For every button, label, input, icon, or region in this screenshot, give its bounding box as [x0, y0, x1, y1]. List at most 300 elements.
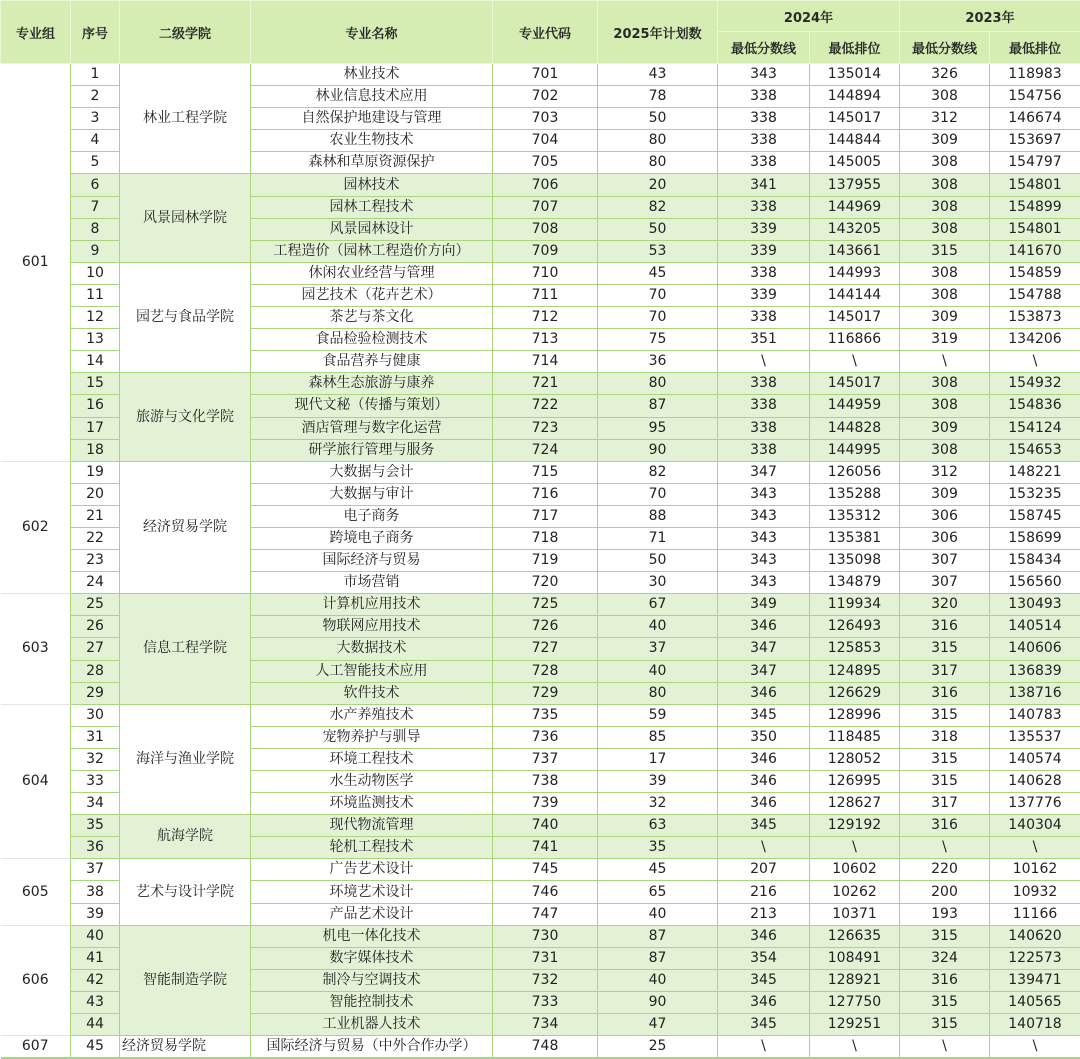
min-rank-2024: 128627 [810, 793, 900, 815]
plan-2025: 40 [598, 969, 718, 991]
major-code: 736 [493, 726, 598, 748]
major-name: 风景园林设计 [251, 218, 493, 240]
min-score-2023: 308 [900, 373, 990, 395]
major-name: 国际经济与贸易（中外合作办学） [251, 1036, 493, 1059]
min-score-2024: 346 [718, 748, 810, 770]
min-score-2023: 312 [900, 461, 990, 483]
min-rank-2023: 122573 [990, 947, 1080, 969]
min-rank-2023: 154932 [990, 373, 1080, 395]
min-score-2024: 349 [718, 594, 810, 616]
plan-2025: 87 [598, 925, 718, 947]
min-rank-2024: 124895 [810, 660, 900, 682]
min-score-2024: 343 [718, 550, 810, 572]
college-cell: 经济贸易学院 [120, 461, 251, 594]
plan-2025: 50 [598, 108, 718, 130]
min-score-2024: 354 [718, 947, 810, 969]
min-score-2023: 307 [900, 550, 990, 572]
min-rank-2024: 135288 [810, 483, 900, 505]
min-score-2024: 341 [718, 174, 810, 196]
min-score-2024: 343 [718, 572, 810, 594]
major-code: 740 [493, 815, 598, 837]
min-rank-2024: \ [810, 837, 900, 859]
min-rank-2023: 154653 [990, 439, 1080, 461]
plan-2025: 65 [598, 881, 718, 903]
plan-2025: 85 [598, 726, 718, 748]
min-rank-2024: 127750 [810, 991, 900, 1013]
major-name: 电子商务 [251, 505, 493, 527]
min-score-2023: 308 [900, 395, 990, 417]
min-score-2023: 316 [900, 815, 990, 837]
min-rank-2023: 153697 [990, 130, 1080, 152]
min-score-2024: 338 [718, 130, 810, 152]
plan-2025: 70 [598, 483, 718, 505]
row-index: 8 [71, 218, 120, 240]
min-rank-2023: 158745 [990, 505, 1080, 527]
min-rank-2023: 158699 [990, 527, 1080, 549]
min-score-2023: 324 [900, 947, 990, 969]
min-rank-2023: 140514 [990, 616, 1080, 638]
college-cell: 旅游与文化学院 [120, 373, 251, 461]
major-name: 林业信息技术应用 [251, 86, 493, 108]
plan-2025: 82 [598, 196, 718, 218]
plan-2025: 45 [598, 262, 718, 284]
major-name: 软件技术 [251, 682, 493, 704]
major-group-cell: 605 [1, 859, 71, 925]
major-code: 719 [493, 550, 598, 572]
table-row [1, 594, 1080, 616]
plan-2025: 67 [598, 594, 718, 616]
table-row [1, 262, 1080, 284]
major-code: 705 [493, 152, 598, 174]
min-score-2024: 338 [718, 439, 810, 461]
major-code: 717 [493, 505, 598, 527]
header-2023-min-score: 最低分数线 [900, 32, 990, 64]
plan-2025: 80 [598, 130, 718, 152]
min-score-2024: 343 [718, 505, 810, 527]
plan-2025: 63 [598, 815, 718, 837]
min-rank-2024: 108491 [810, 947, 900, 969]
min-rank-2023: 154756 [990, 86, 1080, 108]
min-score-2023: 220 [900, 859, 990, 881]
major-code: 738 [493, 771, 598, 793]
min-rank-2024: 145017 [810, 108, 900, 130]
header-college: 二级学院 [120, 1, 251, 64]
min-rank-2024: 145017 [810, 307, 900, 329]
major-code: 710 [493, 262, 598, 284]
min-rank-2023: 140574 [990, 748, 1080, 770]
min-score-2024: 339 [718, 218, 810, 240]
min-rank-2023: 154797 [990, 152, 1080, 174]
min-score-2024: 346 [718, 991, 810, 1013]
table-row [1, 815, 1080, 837]
row-index: 43 [71, 991, 120, 1013]
row-index: 38 [71, 881, 120, 903]
row-index: 24 [71, 572, 120, 594]
row-index: 28 [71, 660, 120, 682]
min-rank-2024: 10262 [810, 881, 900, 903]
header-major: 专业名称 [251, 1, 493, 64]
min-rank-2024: 144844 [810, 130, 900, 152]
major-group-cell: 604 [1, 704, 71, 859]
major-name: 农业生物技术 [251, 130, 493, 152]
min-score-2023: 316 [900, 682, 990, 704]
major-name: 人工智能技术应用 [251, 660, 493, 682]
major-code: 745 [493, 859, 598, 881]
min-rank-2024: 137955 [810, 174, 900, 196]
min-score-2023: \ [900, 351, 990, 373]
min-score-2023: 306 [900, 505, 990, 527]
min-rank-2023: 140718 [990, 1014, 1080, 1036]
major-name: 园艺技术（花卉艺术） [251, 284, 493, 306]
row-index: 13 [71, 329, 120, 351]
min-score-2024: 346 [718, 793, 810, 815]
major-group-cell: 607 [1, 1036, 71, 1059]
min-rank-2023: 156560 [990, 572, 1080, 594]
min-rank-2024: 126629 [810, 682, 900, 704]
table-row [1, 1036, 1080, 1059]
plan-2025: 75 [598, 329, 718, 351]
min-rank-2024: 129251 [810, 1014, 900, 1036]
min-score-2023: 315 [900, 240, 990, 262]
major-name: 国际经济与贸易 [251, 550, 493, 572]
min-score-2024: 339 [718, 240, 810, 262]
min-score-2024: 339 [718, 284, 810, 306]
college-cell: 信息工程学院 [120, 594, 251, 704]
min-rank-2024: 118485 [810, 726, 900, 748]
header-year-2023: 2023年 [900, 1, 1080, 32]
plan-2025: 50 [598, 218, 718, 240]
row-index: 40 [71, 925, 120, 947]
min-rank-2024: 143205 [810, 218, 900, 240]
plan-2025: 90 [598, 991, 718, 1013]
min-score-2024: 347 [718, 660, 810, 682]
min-rank-2024: 144993 [810, 262, 900, 284]
min-rank-2023: 130493 [990, 594, 1080, 616]
major-code: 729 [493, 682, 598, 704]
min-score-2023: 307 [900, 572, 990, 594]
major-name: 智能控制技术 [251, 991, 493, 1013]
min-rank-2024: 119934 [810, 594, 900, 616]
row-index: 7 [71, 196, 120, 218]
min-score-2024: 343 [718, 483, 810, 505]
min-score-2023: 315 [900, 991, 990, 1013]
min-score-2023: 316 [900, 969, 990, 991]
min-score-2024: 343 [718, 527, 810, 549]
min-rank-2023: 154836 [990, 395, 1080, 417]
major-name: 茶艺与茶文化 [251, 307, 493, 329]
min-score-2023: 318 [900, 726, 990, 748]
min-score-2023: 309 [900, 483, 990, 505]
major-code: 714 [493, 351, 598, 373]
major-name: 研学旅行管理与服务 [251, 439, 493, 461]
row-index: 45 [71, 1036, 120, 1059]
min-score-2023: 315 [900, 638, 990, 660]
major-code: 704 [493, 130, 598, 152]
row-index: 3 [71, 108, 120, 130]
major-group-cell: 603 [1, 594, 71, 704]
table-body [1, 64, 1080, 1059]
major-name: 水生动物医学 [251, 771, 493, 793]
college-cell: 海洋与渔业学院 [120, 704, 251, 814]
row-index: 36 [71, 837, 120, 859]
min-rank-2023: \ [990, 837, 1080, 859]
plan-2025: 43 [598, 64, 718, 86]
college-cell: 航海学院 [120, 815, 251, 859]
major-name: 林业技术 [251, 64, 493, 86]
table-row [1, 925, 1080, 947]
major-code: 715 [493, 461, 598, 483]
min-rank-2023: 154899 [990, 196, 1080, 218]
header-group: 专业组 [1, 1, 71, 64]
table-row [1, 461, 1080, 483]
plan-2025: 90 [598, 439, 718, 461]
major-name: 食品营养与健康 [251, 351, 493, 373]
major-name: 休闲农业经营与管理 [251, 262, 493, 284]
min-rank-2023: 154801 [990, 174, 1080, 196]
major-group-cell: 606 [1, 925, 71, 1035]
min-rank-2023: 158434 [990, 550, 1080, 572]
plan-2025: 35 [598, 837, 718, 859]
min-score-2024: 347 [718, 638, 810, 660]
major-name: 产品艺术设计 [251, 903, 493, 925]
major-name: 跨境电子商务 [251, 527, 493, 549]
college-cell: 智能制造学院 [120, 925, 251, 1035]
major-code: 721 [493, 373, 598, 395]
min-score-2024: 351 [718, 329, 810, 351]
major-name: 自然保护地建设与管理 [251, 108, 493, 130]
min-score-2023: 315 [900, 1014, 990, 1036]
major-name: 园林技术 [251, 174, 493, 196]
min-rank-2023: 140606 [990, 638, 1080, 660]
major-name: 大数据与审计 [251, 483, 493, 505]
major-code: 709 [493, 240, 598, 262]
min-rank-2023: 139471 [990, 969, 1080, 991]
major-code: 701 [493, 64, 598, 86]
min-score-2024: 213 [718, 903, 810, 925]
row-index: 2 [71, 86, 120, 108]
min-rank-2023: 140565 [990, 991, 1080, 1013]
row-index: 6 [71, 174, 120, 196]
min-rank-2023: 146674 [990, 108, 1080, 130]
major-name: 园林工程技术 [251, 196, 493, 218]
min-score-2024: 346 [718, 616, 810, 638]
college-cell: 风景园林学院 [120, 174, 251, 262]
row-index: 29 [71, 682, 120, 704]
row-index: 34 [71, 793, 120, 815]
row-index: 44 [71, 1014, 120, 1036]
row-index: 9 [71, 240, 120, 262]
row-index: 32 [71, 748, 120, 770]
major-name: 环境工程技术 [251, 748, 493, 770]
plan-2025: 25 [598, 1036, 718, 1059]
min-score-2024: 338 [718, 262, 810, 284]
min-score-2023: 309 [900, 417, 990, 439]
header-2024-min-score: 最低分数线 [718, 32, 810, 64]
min-rank-2024: 135381 [810, 527, 900, 549]
major-code: 747 [493, 903, 598, 925]
major-code: 716 [493, 483, 598, 505]
min-score-2024: 338 [718, 373, 810, 395]
major-name: 大数据与会计 [251, 461, 493, 483]
major-code: 723 [493, 417, 598, 439]
major-name: 物联网应用技术 [251, 616, 493, 638]
min-rank-2023: 141670 [990, 240, 1080, 262]
min-score-2023: 317 [900, 660, 990, 682]
plan-2025: 47 [598, 1014, 718, 1036]
major-code: 706 [493, 174, 598, 196]
min-score-2024: 338 [718, 417, 810, 439]
major-name: 宠物养护与驯导 [251, 726, 493, 748]
plan-2025: 80 [598, 152, 718, 174]
header-code: 专业代码 [493, 1, 598, 64]
row-index: 17 [71, 417, 120, 439]
min-rank-2023: 154788 [990, 284, 1080, 306]
min-rank-2023: \ [990, 351, 1080, 373]
row-index: 5 [71, 152, 120, 174]
header-plan-2025: 2025年计划数 [598, 1, 718, 64]
min-rank-2023: 153235 [990, 483, 1080, 505]
table-row [1, 704, 1080, 726]
min-score-2023: 316 [900, 616, 990, 638]
min-rank-2023: 137776 [990, 793, 1080, 815]
header-index: 序号 [71, 1, 120, 64]
table-row [1, 174, 1080, 196]
min-rank-2024: 144959 [810, 395, 900, 417]
major-code: 730 [493, 925, 598, 947]
min-score-2023: 308 [900, 174, 990, 196]
min-rank-2024: 128052 [810, 748, 900, 770]
plan-2025: 59 [598, 704, 718, 726]
min-score-2024: 345 [718, 1014, 810, 1036]
major-name: 轮机工程技术 [251, 837, 493, 859]
row-index: 22 [71, 527, 120, 549]
college-cell: 园艺与食品学院 [120, 262, 251, 372]
min-score-2024: 346 [718, 925, 810, 947]
major-code: 722 [493, 395, 598, 417]
row-index: 35 [71, 815, 120, 837]
table-row [1, 373, 1080, 395]
min-score-2023: 319 [900, 329, 990, 351]
min-rank-2023: \ [990, 1036, 1080, 1059]
plan-2025: 87 [598, 947, 718, 969]
min-score-2024: 216 [718, 881, 810, 903]
row-index: 37 [71, 859, 120, 881]
min-rank-2023: 153873 [990, 307, 1080, 329]
major-name: 市场营销 [251, 572, 493, 594]
major-code: 728 [493, 660, 598, 682]
min-rank-2023: 135537 [990, 726, 1080, 748]
min-score-2024: 347 [718, 461, 810, 483]
plan-2025: 37 [598, 638, 718, 660]
min-rank-2024: 129192 [810, 815, 900, 837]
table-row [1, 859, 1080, 881]
min-score-2024: 338 [718, 395, 810, 417]
plan-2025: 36 [598, 351, 718, 373]
major-code: 746 [493, 881, 598, 903]
row-index: 10 [71, 262, 120, 284]
min-rank-2024: \ [810, 351, 900, 373]
min-score-2023: 326 [900, 64, 990, 86]
major-name: 大数据技术 [251, 638, 493, 660]
min-rank-2024: 144828 [810, 417, 900, 439]
major-code: 732 [493, 969, 598, 991]
plan-2025: 45 [598, 859, 718, 881]
row-index: 31 [71, 726, 120, 748]
min-score-2024: 338 [718, 86, 810, 108]
min-rank-2023: 154801 [990, 218, 1080, 240]
major-code: 739 [493, 793, 598, 815]
min-rank-2023: 10932 [990, 881, 1080, 903]
min-score-2024: 345 [718, 969, 810, 991]
plan-2025: 70 [598, 284, 718, 306]
row-index: 18 [71, 439, 120, 461]
min-rank-2024: 126995 [810, 771, 900, 793]
plan-2025: 78 [598, 86, 718, 108]
plan-2025: 95 [598, 417, 718, 439]
major-code: 735 [493, 704, 598, 726]
major-name: 环境监测技术 [251, 793, 493, 815]
plan-2025: 40 [598, 660, 718, 682]
major-code: 720 [493, 572, 598, 594]
row-index: 25 [71, 594, 120, 616]
row-index: 20 [71, 483, 120, 505]
min-rank-2024: 144995 [810, 439, 900, 461]
min-rank-2023: 11166 [990, 903, 1080, 925]
row-index: 26 [71, 616, 120, 638]
min-score-2024: 343 [718, 64, 810, 86]
min-rank-2023: 118983 [990, 64, 1080, 86]
row-index: 23 [71, 550, 120, 572]
college-cell: 林业工程学院 [120, 64, 251, 174]
major-name: 水产养殖技术 [251, 704, 493, 726]
min-rank-2024: 126493 [810, 616, 900, 638]
major-name: 现代物流管理 [251, 815, 493, 837]
min-score-2023: 309 [900, 307, 990, 329]
major-code: 702 [493, 86, 598, 108]
min-rank-2024: 144144 [810, 284, 900, 306]
major-code: 712 [493, 307, 598, 329]
min-score-2023: 308 [900, 86, 990, 108]
min-rank-2024: 125853 [810, 638, 900, 660]
plan-2025: 80 [598, 682, 718, 704]
min-score-2024: \ [718, 351, 810, 373]
major-name: 食品检验检测技术 [251, 329, 493, 351]
row-index: 19 [71, 461, 120, 483]
major-group-cell: 602 [1, 461, 71, 594]
min-score-2024: 346 [718, 682, 810, 704]
major-name: 工业机器人技术 [251, 1014, 493, 1036]
min-score-2024: 345 [718, 704, 810, 726]
min-score-2023: 193 [900, 903, 990, 925]
table-row [1, 64, 1080, 86]
major-name: 森林生态旅游与康养 [251, 373, 493, 395]
plan-2025: 40 [598, 903, 718, 925]
plan-2025: 17 [598, 748, 718, 770]
major-code: 727 [493, 638, 598, 660]
major-code: 731 [493, 947, 598, 969]
min-score-2023: 308 [900, 196, 990, 218]
min-rank-2023: 140304 [990, 815, 1080, 837]
plan-2025: 80 [598, 373, 718, 395]
major-code: 724 [493, 439, 598, 461]
plan-2025: 70 [598, 307, 718, 329]
major-code: 737 [493, 748, 598, 770]
row-index: 27 [71, 638, 120, 660]
major-code: 734 [493, 1014, 598, 1036]
min-score-2023: 308 [900, 284, 990, 306]
major-code: 733 [493, 991, 598, 1013]
min-score-2023: 317 [900, 793, 990, 815]
